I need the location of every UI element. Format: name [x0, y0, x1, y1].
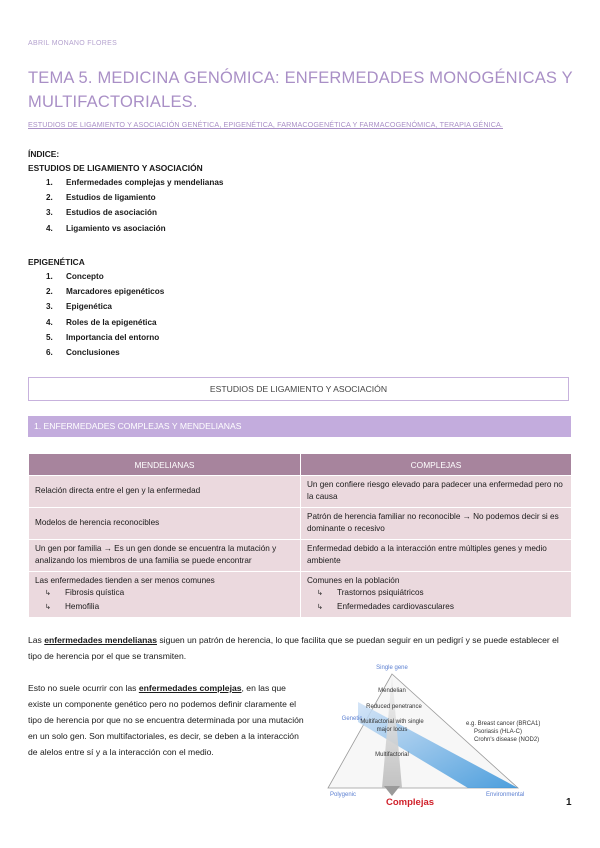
- index-item: 4. Ligamiento vs asociación: [46, 223, 166, 233]
- paragraph-mendelianas: Las enfermedades mendelianas siguen un patrón de herencia, lo que facilita que se puedan seguir en un pedigrí y se puede establecer el tipo de herencia por el que se transmiten.: [28, 635, 559, 661]
- index-item: 3. Estudios de asociación: [46, 208, 157, 218]
- cell-heading: Las enfermedades tienden a ser menos comunes: [35, 575, 215, 585]
- table-row: [29, 507, 572, 539]
- index-item: 5. Importancia del entorno: [46, 332, 160, 342]
- example-psoriasis: Psoriasis (HLA-C): [474, 729, 523, 735]
- sub-arrow-icon: ↳: [317, 603, 323, 611]
- table-cell: [301, 571, 572, 617]
- table-row: [29, 476, 572, 508]
- sub-arrow-icon: ↳: [45, 590, 51, 598]
- level-major-locus: major locus: [376, 727, 408, 733]
- table-cell: [29, 571, 301, 617]
- column-header-complejas: COMPLEJAS: [301, 454, 572, 476]
- index-epigenetica: [28, 255, 328, 360]
- table-cell: Un gen confiere riesgo elevado para padecer una enfermedad pero no la causa: [301, 476, 572, 508]
- index-section-heading: ESTUDIOS DE LIGAMIENTO Y ASOCIACIÓN: [28, 163, 203, 173]
- index-heading: ÍNDICE:: [28, 149, 60, 159]
- table-cell: Patrón de herencia familiar no reconocible → No podemos decir si es dominante o recesivo: [301, 507, 572, 539]
- document-title: TEMA 5. MEDICINA GENÓMICA: ENFERMEDADES MONOGÉNICAS Y MULTIFACTORIALES.: [28, 69, 573, 111]
- index-list-epigenetica: [28, 269, 328, 360]
- level-multifactorial: Multifactorial: [375, 752, 409, 758]
- cell-subitem: ↳ Trastornos psiquiátricos: [307, 587, 565, 600]
- label-genetic: Genetic: [341, 716, 363, 722]
- cell-subitem: ↳ Hemofilia: [35, 601, 294, 614]
- section-heading-box: ESTUDIOS DE LIGAMIENTO Y ASOCIACIÓN: [28, 377, 569, 401]
- column-header-mendelianas: MENDELIANAS: [29, 454, 301, 476]
- index-item: 3. Epigenética: [46, 302, 112, 312]
- document-subtitle: ESTUDIOS DE LIGAMIENTO Y ASOCIACIÓN GENÉTICA, EPIGENÉTICA, FARMACOGENÉTICA Y FARMACOGENÓMICA, TERAPIA GÉNICA.: [28, 120, 503, 129]
- table-row: [29, 571, 572, 617]
- index-item: 2. Estudios de ligamiento: [46, 193, 156, 203]
- index-section-heading: EPIGENÉTICA: [28, 257, 85, 267]
- cell-subitem: ↳ Enfermedades cardiovasculares: [307, 601, 565, 614]
- subsection-band: 1. ENFERMEDADES COMPLEJAS Y MENDELIANAS: [28, 416, 571, 437]
- label-polygenic: Polygenic: [330, 792, 357, 798]
- index-item: 4. Roles de la epigenética: [46, 317, 157, 327]
- label-environmental: Environmental: [486, 792, 525, 798]
- table-header-row: [29, 454, 572, 476]
- disease-spectrum-diagram: [318, 660, 582, 800]
- index-item: 1. Enfermedades complejas y mendelianas: [46, 178, 224, 187]
- level-mendelian: Mendelian: [378, 688, 406, 694]
- index-list-ligamiento: [28, 175, 328, 236]
- table-cell: Relación directa entre el gen y la enfermedad: [29, 476, 301, 508]
- author-name: ABRIL MONANO FLORES: [28, 40, 118, 47]
- index: [28, 148, 328, 236]
- cell-heading: Comunes en la población: [307, 575, 400, 585]
- table-cell: Enfermedad debido a la interacción entre múltiples genes y medio ambiente: [301, 539, 572, 571]
- level-multifactorial-single: Multifactorial with single: [360, 719, 424, 725]
- comparison-table: [28, 453, 572, 618]
- cell-subitem: ↳ Fibrosis quística: [35, 587, 294, 600]
- page-number: 1: [566, 797, 572, 808]
- level-reduced-penetrance: Reduced penetrance: [366, 704, 422, 710]
- sub-arrow-icon: ↳: [317, 590, 323, 598]
- example-breast-cancer: e.g. Breast cancer (BRCA1): [466, 721, 541, 727]
- index-item: 1. Concepto: [46, 272, 104, 281]
- table-cell: Un gen por familia → Es un gen donde se encuentra la mutación y analizando los miembros de una familia se puede encontrar: [29, 539, 301, 571]
- term-enfermedades-complejas: enfermedades complejas: [138, 683, 242, 693]
- example-crohns: Crohn's disease (NOD2): [474, 737, 540, 743]
- table-cell: Modelos de herencia reconocibles: [29, 507, 301, 539]
- label-single-gene: Single gene: [376, 665, 408, 671]
- index-item: 2. Marcadores epigenéticos: [46, 287, 165, 297]
- diagram-caption: Complejas: [386, 797, 435, 808]
- table-row: [29, 539, 572, 571]
- index-item: 6. Conclusiones: [46, 347, 120, 357]
- paragraph-complejas: Esto no suele ocurrir con las enfermedades complejas, en las que existe un componente genético pero no podemos definir claramente el tipo de herencia por que no se encuentra determinada por una mutación en un solo gen. Son multifactoriales, es decir, se deben a la interacción de alelos entre sí y a la interacción con el medio.: [28, 683, 304, 757]
- arrow-head-icon: [384, 786, 400, 796]
- term-enfermedades-mendelianas: enfermedades mendelianas: [44, 635, 157, 645]
- sub-arrow-icon: ↳: [45, 603, 51, 611]
